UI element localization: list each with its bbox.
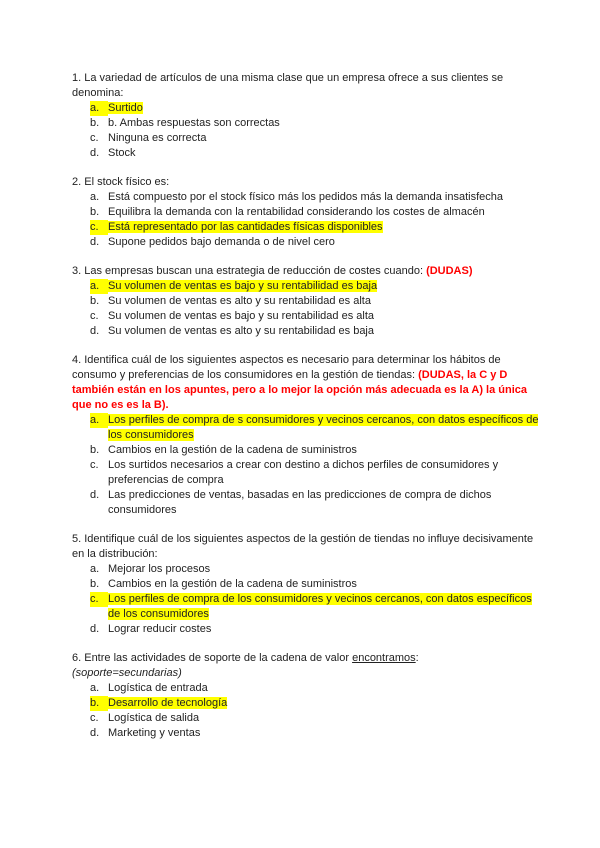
- question-3: [72, 264, 544, 339]
- stem-text: 1. La variedad de artículos de una misma clase que un empresa ofrece a sus clientes se denomina:: [72, 72, 504, 99]
- question-stem: [72, 264, 544, 279]
- question-stem: [72, 71, 544, 101]
- option-text: Mejorar los procesos: [108, 563, 211, 575]
- question-stem: [72, 651, 544, 681]
- option: [72, 577, 544, 592]
- option-highlighted: [72, 279, 544, 294]
- option-letter: b.: [90, 117, 100, 129]
- option: [72, 294, 544, 309]
- option-letter: b.: [90, 444, 100, 456]
- option-letter: b.: [90, 696, 108, 711]
- option-text: Cambios en la gestión de la cadena de suministros: [108, 444, 357, 456]
- options-list: [72, 279, 544, 339]
- stem-text: :: [415, 652, 419, 664]
- option: [72, 309, 544, 324]
- option-text: Los perfiles de compra de los consumidores y vecinos cercanos, con datos específicos de los consumidores: [108, 593, 532, 620]
- document-page: [72, 71, 544, 755]
- option-letter: a.: [90, 191, 100, 203]
- option-text: Cambios en la gestión de la cadena de suministros: [108, 578, 357, 590]
- option: [72, 562, 544, 577]
- option: [72, 711, 544, 726]
- stem-text: 4. Identifica cuál de los siguientes aspectos es necesario para determinar los hábitos de consumo y preferencias de los consumidores en la gestión de tiendas:: [72, 354, 501, 381]
- option-text: Logística de salida: [108, 712, 200, 724]
- question-2: [72, 175, 544, 250]
- question-stem: [72, 175, 544, 190]
- option-text: Supone pedidos bajo demanda o de nivel cero: [108, 236, 335, 248]
- option: [72, 458, 544, 488]
- option-letter: a.: [90, 279, 108, 294]
- option-letter: c.: [90, 220, 108, 235]
- option-text: Desarrollo de tecnología: [108, 697, 228, 709]
- option-letter: a.: [90, 413, 108, 428]
- option: [72, 131, 544, 146]
- options-list: [72, 562, 544, 637]
- option: [72, 488, 544, 518]
- option-text: Las predicciones de ventas, basadas en las predicciones de compra de dichos consumidores: [108, 489, 492, 516]
- option-letter: d.: [90, 727, 100, 739]
- stem-text: 5. Identifique cuál de los siguientes aspectos de la gestión de tiendas no influye decisivamente en la distribución:: [72, 533, 534, 560]
- option-letter: b.: [90, 206, 100, 218]
- option-letter: d.: [90, 236, 100, 248]
- option-highlighted: [72, 220, 544, 235]
- option-text: Equilibra la demanda con la rentabilidad considerando los costes de almacén: [108, 206, 485, 218]
- option-letter: d.: [90, 325, 100, 337]
- option-text: Marketing y ventas: [108, 727, 201, 739]
- option-letter: d.: [90, 489, 100, 501]
- option: [72, 116, 544, 131]
- stem-text: encontramos: [352, 652, 416, 664]
- question-stem: [72, 353, 544, 413]
- option-text: Los perfiles de compra de s consumidores y vecinos cercanos, con datos específicos de los consumidores: [108, 414, 539, 441]
- option-text: Su volumen de ventas es alto y su rentabilidad es baja: [108, 325, 374, 337]
- option-highlighted: [72, 696, 544, 711]
- option-letter: c.: [90, 459, 99, 471]
- stem-text: 3. Las empresas buscan una estrategia de reducción de costes cuando:: [72, 265, 427, 277]
- option-letter: a.: [90, 101, 108, 116]
- option-letter: b.: [90, 578, 100, 590]
- option-text: Está representado por las cantidades físicas disponibles: [108, 221, 383, 233]
- question-1: [72, 71, 544, 161]
- options-list: [72, 190, 544, 250]
- option-text: Lograr reducir costes: [108, 623, 212, 635]
- note-text: (DUDAS, la C y D también están en los apuntes, pero a lo mejor la opción más adecuada es la A) la única que no es es la B).: [72, 369, 528, 411]
- option-letter: d.: [90, 623, 100, 635]
- option-highlighted: [72, 101, 544, 116]
- option: [72, 190, 544, 205]
- option-text: b. Ambas respuestas son correctas: [108, 117, 280, 129]
- question-4: [72, 353, 544, 518]
- options-list: [72, 101, 544, 161]
- stem-text: 2. El stock físico es:: [72, 176, 170, 188]
- options-list: [72, 681, 544, 741]
- option-letter: c.: [90, 592, 108, 607]
- option-highlighted: [72, 592, 544, 622]
- option: [72, 235, 544, 250]
- option: [72, 205, 544, 220]
- option-letter: b.: [90, 295, 100, 307]
- options-list: [72, 413, 544, 518]
- option-letter: a.: [90, 682, 100, 694]
- option-text: Su volumen de ventas es bajo y su rentabilidad es baja: [108, 280, 378, 292]
- question-5: [72, 532, 544, 637]
- question-stem: [72, 532, 544, 562]
- option: [72, 324, 544, 339]
- option-text: Su volumen de ventas es bajo y su rentabilidad es alta: [108, 310, 374, 322]
- option-text: Está compuesto por el stock físico más los pedidos más la demanda insatisfecha: [108, 191, 503, 203]
- option: [72, 726, 544, 741]
- option-text: Su volumen de ventas es alto y su rentabilidad es alta: [108, 295, 371, 307]
- option-letter: c.: [90, 712, 99, 724]
- annotation-text: (soporte=secundarias): [72, 667, 182, 679]
- option: [72, 443, 544, 458]
- option: [72, 146, 544, 161]
- option-text: Logística de entrada: [108, 682, 208, 694]
- option: [72, 681, 544, 696]
- option-letter: c.: [90, 132, 99, 144]
- option-highlighted: [72, 413, 544, 443]
- note-text: (DUDAS): [426, 265, 473, 277]
- option-letter: d.: [90, 147, 100, 159]
- option-text: Surtido: [108, 102, 143, 114]
- option-text: Stock: [108, 147, 136, 159]
- option: [72, 622, 544, 637]
- option-letter: a.: [90, 563, 100, 575]
- option-text: Ninguna es correcta: [108, 132, 207, 144]
- option-letter: c.: [90, 310, 99, 322]
- question-6: [72, 651, 544, 741]
- option-text: Los surtidos necesarios a crear con destino a dichos perfiles de consumidores y preferencias de compra: [108, 459, 499, 486]
- stem-text: 6. Entre las actividades de soporte de la cadena de valor: [72, 652, 353, 664]
